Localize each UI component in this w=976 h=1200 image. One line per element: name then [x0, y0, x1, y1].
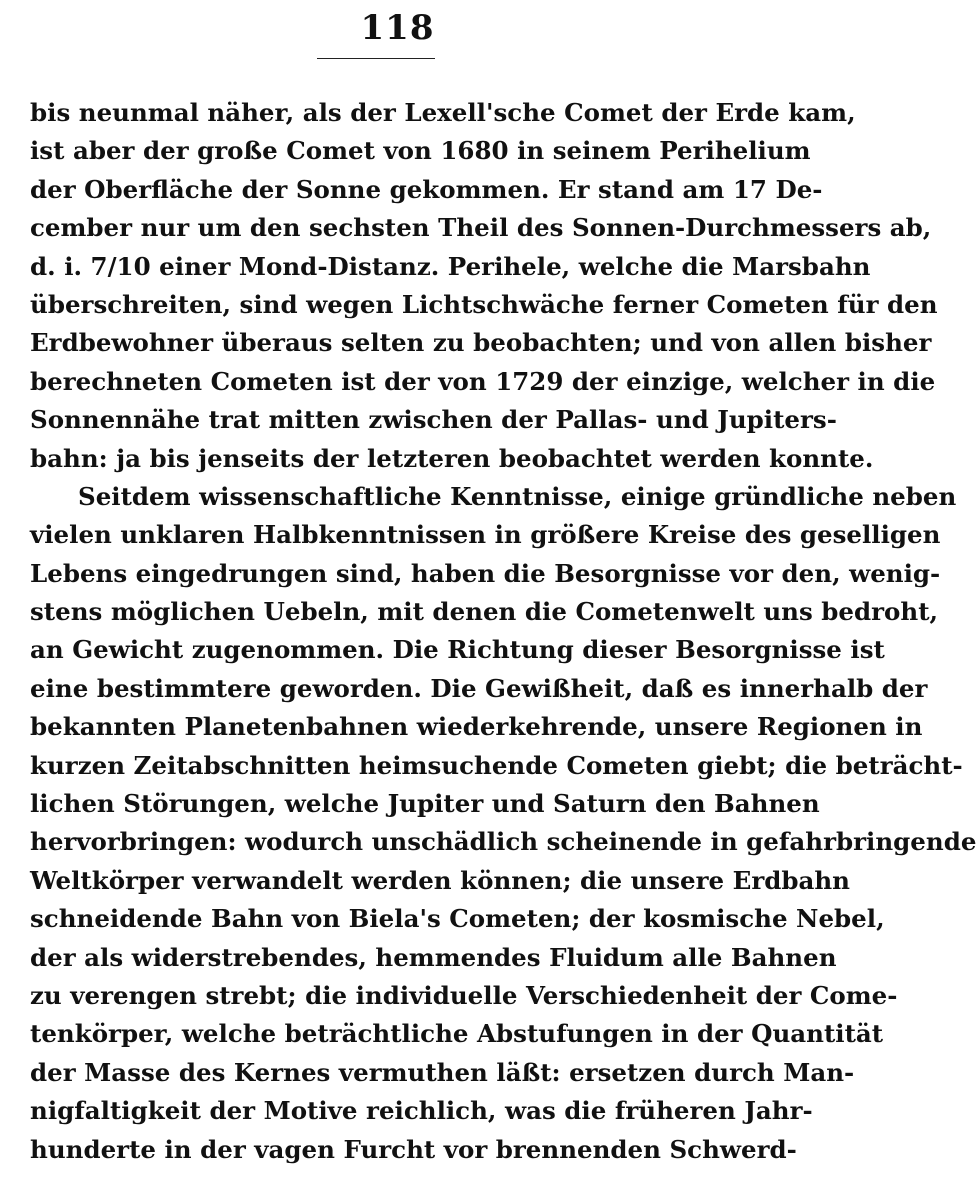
text-line: stens möglichen Uebeln, mit denen die Cometenwelt uns bedroht, — [30, 597, 939, 627]
text-line: nigfaltigkeit der Motive reichlich, was die früheren Jahr- — [30, 1096, 813, 1126]
text-line: Seitdem wissenschaftliche Kenntnisse, einige gründliche neben — [78, 481, 957, 511]
text-line: eine bestimmtere geworden. Die Gewißheit, daß es innerhalb der — [30, 673, 928, 703]
text-line: der Masse des Kernes vermuthen läßt: ersetzen durch Man- — [30, 1057, 855, 1087]
text-line: Lebens eingedrungen sind, haben die Besorgnisse vor den, wenig- — [30, 558, 941, 588]
text-line: tenkörper, welche beträchtliche Abstufungen in der Quantität — [30, 1019, 884, 1049]
text-line: Sonnennähe trat mitten zwischen der Pallas- und Jupiters- — [30, 405, 837, 435]
text-line: überschreiten, sind wegen Lichtschwäche ferner Cometen für den — [30, 289, 938, 319]
text-line: kurzen Zeitabschnitten heimsuchende Cometen giebt; die beträcht- — [30, 750, 963, 780]
text-line: schneidende Bahn von Biela's Cometen; der kosmische Nebel, — [30, 904, 885, 934]
text-line: Erdbewohner überaus selten zu beobachten; und von allen bisher — [30, 328, 932, 358]
text-line: Weltkörper verwandelt werden können; die unsere Erdbahn — [30, 865, 850, 895]
body-text — [30, 94, 976, 1169]
text-line: hunderte in der vagen Furcht vor brennenden Schwerd- — [30, 1134, 797, 1164]
text-line: der Oberfläche der Sonne gekommen. Er stand am 17 De- — [30, 174, 823, 204]
text-line: bekannten Planetenbahnen wiederkehrende, unsere Regionen in — [30, 712, 923, 742]
text-line: d. i. 7/10 einer Mond-Distanz. Perihele, welche die Marsbahn — [30, 251, 871, 281]
text-line: hervorbringen: wodurch unschädlich scheinende in gefahrbringende — [30, 827, 976, 857]
text-line: der als widerstrebendes, hemmendes Fluidum alle Bahnen — [30, 942, 837, 972]
text-line: zu verengen strebt; die individuelle Verschiedenheit der Come- — [30, 980, 898, 1010]
text-line: cember nur um den sechsten Theil des Sonnen-Durchmessers ab, — [30, 213, 932, 243]
text-line: bahn: ja bis jenseits der letzteren beobachtet werden konnte. — [30, 443, 874, 473]
header-rule — [317, 58, 435, 59]
text-line: vielen unklaren Halbkenntnissen in größere Kreise des geselligen — [30, 520, 941, 550]
text-line: berechneten Cometen ist der von 1729 der einzige, welcher in die — [30, 366, 936, 396]
text-line: bis neunmal näher, als der Lexell'sche Comet der Erde kam, — [30, 98, 856, 127]
text-line: an Gewicht zugenommen. Die Richtung dieser Besorgnisse ist — [30, 635, 885, 665]
text-line: lichen Störungen, welche Jupiter und Saturn den Bahnen — [30, 789, 820, 819]
text-line: ist aber der große Comet von 1680 in seinem Perihelium — [30, 136, 811, 166]
page-number: 118 — [360, 8, 435, 48]
